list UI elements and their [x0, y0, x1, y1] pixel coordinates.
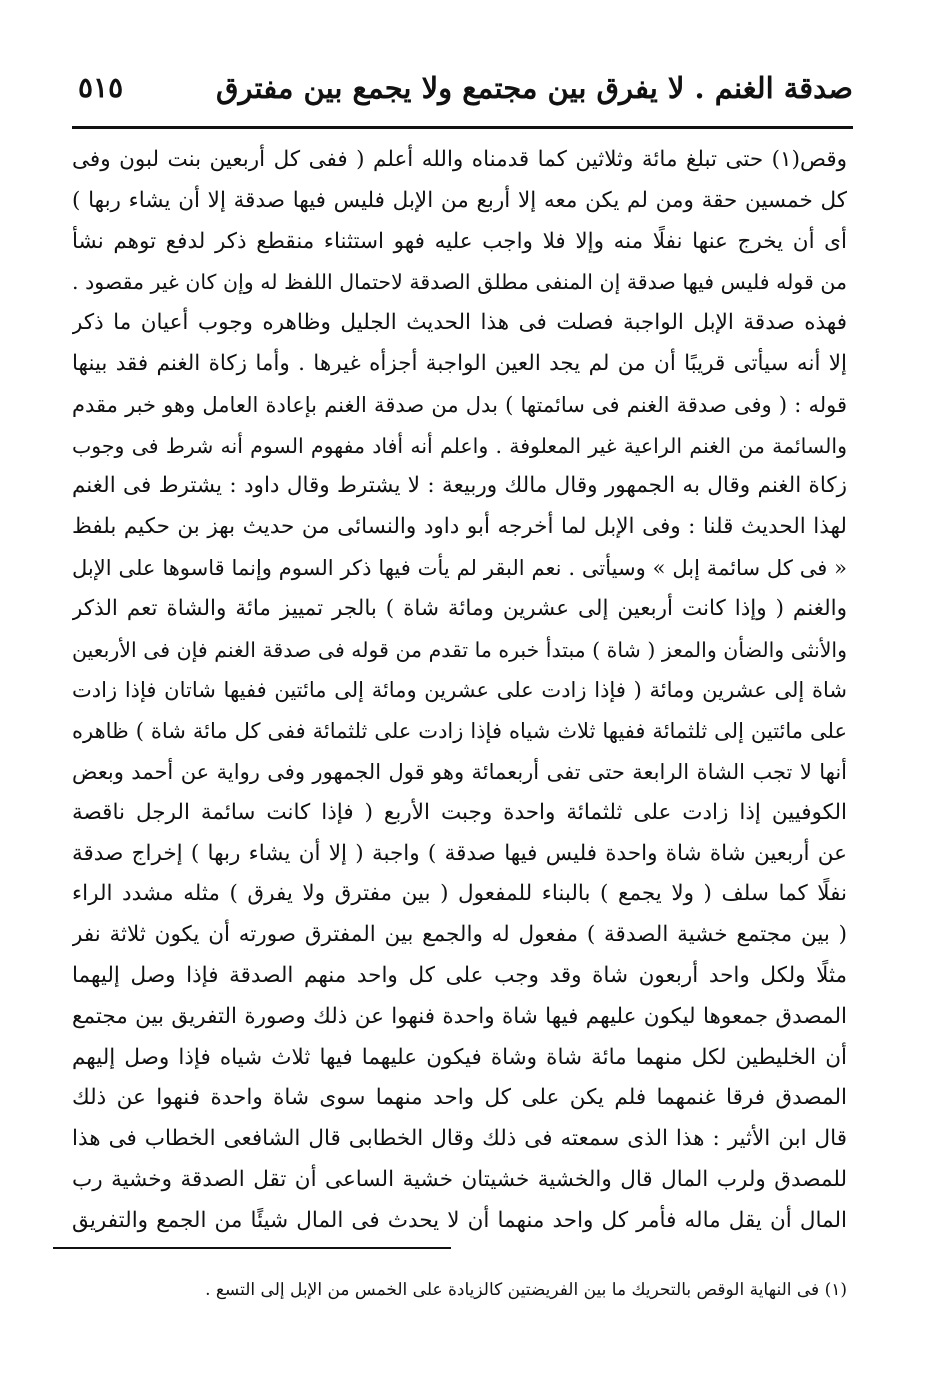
- text-line: من قوله فليس فيها صدقة إن المنفى مطلق الصدقة لاحتمال اللفظ له وإن كان غير مقصود .: [72, 270, 847, 295]
- text-line: شاة إلى عشرين ومائة ( فإذا زادت على عشرين ومائة إلى مائتين ففيها شاتان فإذا زادت: [72, 678, 847, 703]
- text-line: والغنم ( وإذا كانت أربعين إلى عشرين ومائة شاة ) بالجر تمييز مائة والشاة تعم الذكر: [72, 595, 847, 621]
- text-line: زكاة الغنم وقال به الجمهور وقال مالك وربيعة : لا يشترط وقال داود : يشترط فى الغنم: [72, 473, 847, 499]
- text-line: والأنثى والضأن والمعز ( شاة ) مبتدأ خبره ما تقدم من قوله فى صدقة الغنم فإن فى الأربعين: [72, 637, 847, 662]
- text-line: على مائتين إلى ثلثمائة ففيها ثلاث شياه فإذا زادت على ثلثمائة ففى كل مائة شاة ) ظاهره: [72, 719, 847, 744]
- running-header: [60, 62, 853, 114]
- text-line: أنها لا تجب الشاة الرابعة حتى تفى أربعمائة وهو قول الجمهور وفى رواية عن أحمد وبعض: [72, 759, 847, 784]
- text-line: والسائمة من الغنم الراعية غير المعلوفة . واعلم أنه أفاد مفهوم السوم أنه شرط فى وجوب: [72, 433, 847, 458]
- text-line: أى أن يخرج عنها نفلًا منه وإلا فلا واجب عليه فهو استثناء منقطع ذكر لدفع توهم نشأ: [72, 228, 847, 254]
- running-title: صدقة الغنم . لا يفرق بين مجتمع ولا يجمع بين مفترق: [215, 71, 853, 105]
- text-line: أن الخليطين لكل منهما مائة شاة وشاة فيكون عليهما فيها ثلاث شياه فإذا وصل إليهم: [72, 1044, 847, 1070]
- text-line: وقص(١) حتى تبلغ مائة وثلاثين كما قدمناه والله أعلم ( ففى كل أربعين بنت لبون وفى: [72, 147, 847, 172]
- text-line: قال ابن الأثير : هذا الذى سمعته فى ذلك وقال الخطابى قال الشافعى الخطاب فى هذا: [72, 1126, 847, 1152]
- text-line: المال أن يقل ماله فأمر كل واحد منهما أن لا يحدث فى المال شيئًا من الجمع والتفريق: [72, 1207, 847, 1233]
- text-line: المصدق جمعوها ليكون عليهم فيها شاة واحدة فنهوا عن ذلك وصورة التفريق بين مجتمع: [72, 1003, 847, 1029]
- text-line: « فى كل سائمة إبل » وسيأتى . نعم البقر لم يأت فيها ذكر السوم وإنما قاسوها على الإبل: [72, 555, 847, 580]
- text-line: المصدق فرقا غنمهما فلم يكن على كل واحد منهما سوى شاة واحدة فنهوا عن ذلك: [72, 1085, 847, 1111]
- text-line: ( بين مجتمع خشية الصدقة ) مفعول له والجمع بين المفترق صورته أن يكون ثلاثة نفر: [72, 922, 847, 948]
- text-line: فهذه صدقة الإبل الواجبة فصلت فى هذا الحديث الجليل وظاهره وجوب أعيان ما ذكر: [72, 310, 847, 336]
- text-line: الكوفيين إذا زادت على ثلثمائة واحدة وجبت الأربع ( فإذا كانت سائمة الرجل ناقصة: [72, 799, 847, 825]
- header-rule: [72, 126, 853, 129]
- body-text: [72, 140, 847, 1242]
- footnote-rule: [53, 1247, 451, 1249]
- text-line: إلا أنه سيأتى قريبًا أن من لم يجد العين الواجبة أجزأه غيرها . وأما زكاة الغنم فقد بينها: [72, 350, 847, 376]
- text-line: مثلًا ولكل واحد أربعون شاة وقد وجب على كل واحد منهم الصدقة فإذا وصل إليهما: [72, 962, 847, 988]
- text-line: نفلًا كما سلف ( ولا يجمع ) بالبناء للمفعول ( بين مفترق ولا يفرق ) مثله مشدد الراء: [72, 881, 847, 907]
- page-number: ٥١٥: [78, 71, 124, 104]
- footnote: (١) فى النهاية الوقص بالتحريك ما بين الفريضتين كالزيادة على الخمس من الإبل إلى التسع .: [205, 1280, 847, 1300]
- text-line: لهذا الحديث قلنا : وفى الإبل لما أخرجه أبو داود والنسائى من حديث بهز بن حكيم بلفظ: [72, 514, 847, 540]
- text-line: عن أربعين شاة شاة واحدة فليس فيها صدقة ) واجبة ( إلا أن يشاء ربها ) إخراج صدقة: [72, 840, 847, 866]
- text-line: للمصدق ولرب المال قال والخشية خشيتان خشية الساعى أن تقل الصدقة وخشية رب: [72, 1166, 847, 1192]
- text-line: قوله : ( وفى صدقة الغنم فى سائمتها ) بدل من صدقة الغنم بإعادة العامل وهو خبر مقدم: [72, 392, 847, 417]
- text-line: كل خمسين حقة ومن لم يكن معه إلا أربع من الإبل فليس فيها صدقة إلا أن يشاء ربها ): [72, 187, 847, 213]
